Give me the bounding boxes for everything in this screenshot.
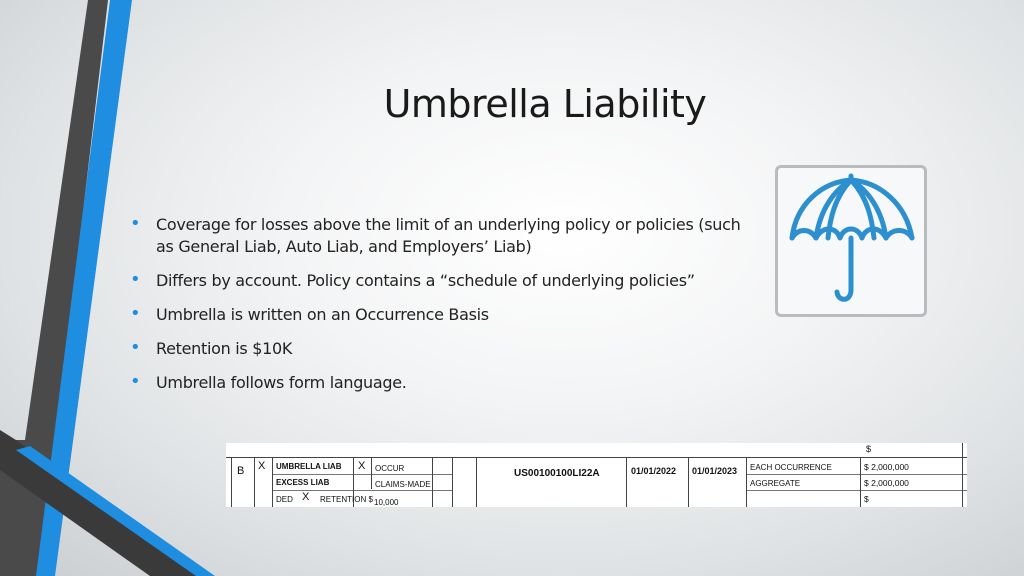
bullet-item: • Differs by account. Policy contains a “schedule of underlying policies” [130, 269, 695, 290]
limit-value: $ 2,000,000 [864, 462, 909, 472]
bullet-dot: • [130, 371, 141, 392]
excess-label: EXCESS LIAB [276, 478, 330, 487]
grid-line [272, 457, 273, 507]
slide-title: Umbrella Liability [383, 82, 707, 126]
limit-label: AGGREGATE [750, 479, 801, 488]
bullet-item: • Umbrella is written on an Occurrence Basis [130, 303, 489, 324]
umbrella-icon [778, 168, 924, 314]
umbrella-icon-box [775, 165, 927, 317]
policy-number: US00100100LI22A [514, 468, 600, 479]
bullet-item: • Retention is $10K [130, 337, 293, 358]
grid-line [432, 457, 433, 507]
ded-label: DED [276, 495, 293, 504]
top-dollar: $ [866, 444, 872, 454]
grid-line [226, 457, 967, 458]
grid-line [688, 457, 689, 507]
retention-label: RETENTION $ [320, 495, 373, 504]
policy-table-image [226, 443, 967, 507]
grid-line [254, 457, 255, 507]
retention-value: 10,000 [374, 498, 399, 507]
bullet-dot: • [130, 303, 141, 324]
bullet-dot: • [130, 269, 141, 290]
limit-value: $ 2,000,000 [864, 478, 909, 488]
grid-line [272, 474, 452, 475]
grid-line [860, 457, 861, 507]
bullet-dot: • [130, 337, 141, 358]
bullet-item: • Umbrella follows form language. [130, 371, 407, 392]
occur-check: X [358, 460, 366, 472]
grid-line [746, 490, 967, 491]
grid-line [371, 457, 372, 489]
umbrella-check: X [258, 460, 266, 472]
limit-label: EACH OCCURRENCE [750, 463, 832, 472]
grid-line [272, 490, 452, 491]
bullet-list [130, 214, 750, 406]
grid-line [626, 457, 627, 507]
grid-line [746, 474, 967, 475]
bullet-item: • Coverage for losses above the limit of an underlying policy or policies (such as General Liab, Auto Liab, and Employers’ Liab) [130, 213, 741, 256]
bullet-dot: • [130, 213, 141, 234]
grid-line [231, 457, 232, 507]
umbrella-label: UMBRELLA LIAB [276, 462, 342, 471]
grid-line [452, 457, 453, 507]
claims-made-label: CLAIMS-MADE [375, 480, 431, 489]
insurer-letter: B [237, 465, 245, 477]
limit-value: $ [864, 494, 869, 504]
occur-label: OCCUR [375, 464, 405, 473]
eff-date: 01/01/2022 [631, 466, 677, 476]
retention-check: X [302, 491, 310, 503]
grid-line [962, 443, 963, 507]
grid-line [476, 457, 477, 507]
grid-line [746, 457, 747, 507]
exp-date: 01/01/2023 [692, 466, 738, 476]
